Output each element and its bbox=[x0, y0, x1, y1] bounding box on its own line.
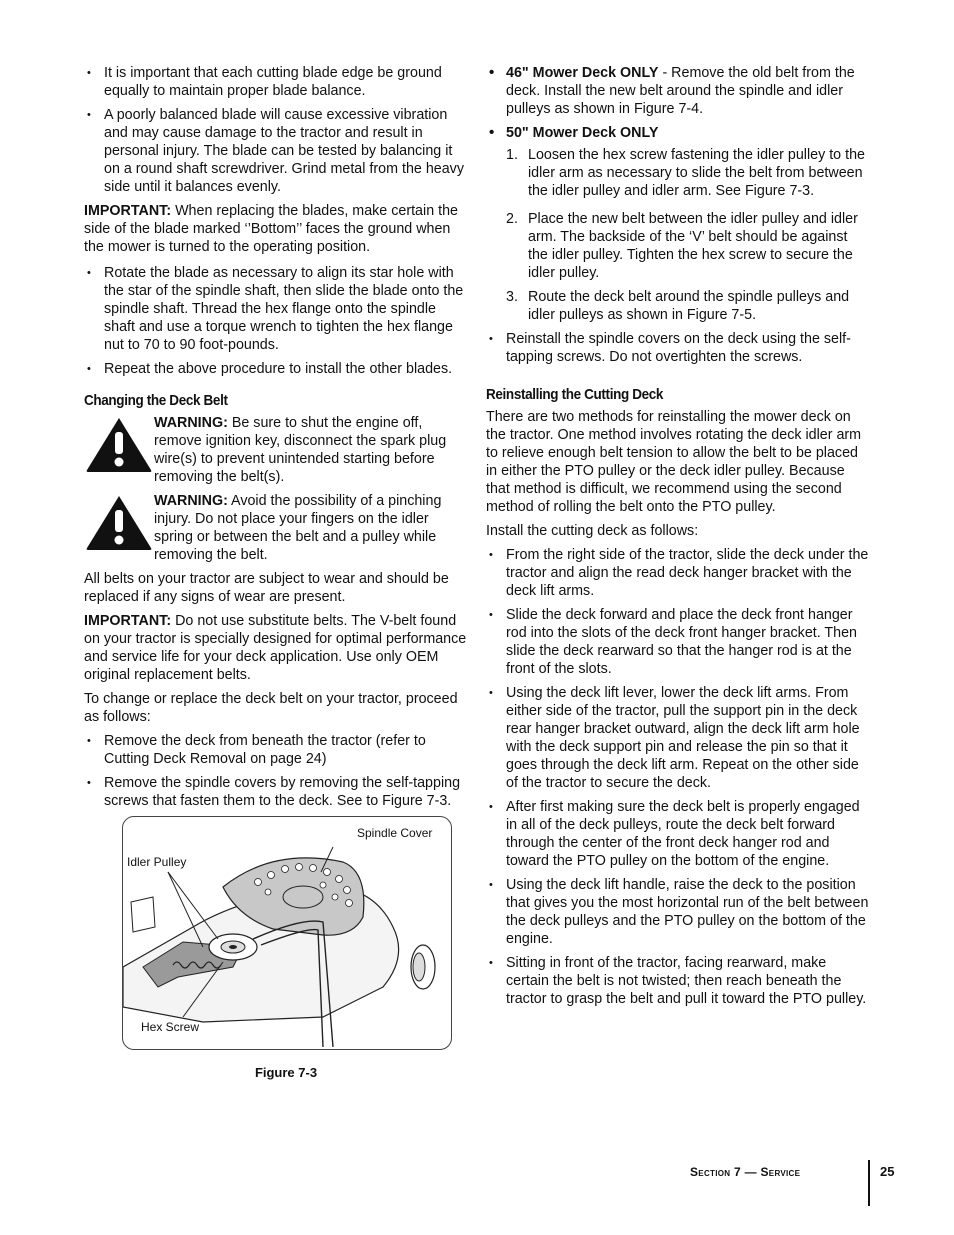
important-text: Do not use substitute belts. The V-belt found on your tractor is specially designed for optimal performance and service life for your deck application. Use only OEM original replacement belts. bbox=[84, 613, 467, 683]
warning-triangle-icon bbox=[84, 492, 154, 552]
important-label: IMPORTANT: bbox=[84, 613, 172, 629]
list-item: • Repeat the above procedure to install the other blades. bbox=[84, 360, 467, 378]
belt-removal-bullets bbox=[84, 732, 467, 810]
list-item: • It is important that each cutting blade edge be ground equally to maintain proper blade balance. bbox=[84, 64, 467, 100]
warning-text-2 bbox=[154, 492, 467, 564]
list-item: • Rotate the blade as necessary to align its star hole with the star of the spindle shaft, then slide the blade onto the spindle shaft. Thread the hex flange onto the spindle shaft and use a torque wrench to tighten the hex flange nut to 70 to 90 foot-pounds. bbox=[84, 264, 467, 354]
blade-bullets bbox=[84, 64, 467, 196]
list-item: • From the right side of the tractor, slide the deck under the tractor and align the read deck hanger bracket with the deck lift arms. bbox=[486, 546, 871, 600]
belt-wear-paragraph: All belts on your tractor are subject to wear and should be replaced if any signs of wear are present. bbox=[84, 571, 449, 605]
step-item bbox=[506, 210, 871, 282]
footer-divider bbox=[868, 1160, 870, 1206]
list-item: • Reinstall the spindle covers on the deck using the self-tapping screws. Do not overtighten the screws. bbox=[486, 330, 871, 366]
deck-50-steps bbox=[506, 146, 871, 324]
list-item: • Remove the spindle covers by removing the self-tapping screws that fasten them to the deck. See to Figure 7-3. bbox=[84, 774, 467, 810]
step-text: Place the new belt between the idler pulley and idler arm. The backside of the ‘V’ belt should be against the idler pulley. Tighten the hex screw to secure the idler pulley. bbox=[528, 211, 858, 281]
list-item: • A poorly balanced blade will cause excessive vibration and may cause damage to the tractor and result in personal injury. The blade can be tested by balancing it on a round shaft screwdriver. Grind metal from the heavy side until it balances evenly. bbox=[84, 106, 467, 196]
warning-label: WARNING: bbox=[154, 493, 228, 509]
deck-50-label: 50" Mower Deck ONLY bbox=[506, 125, 659, 141]
footer-section bbox=[690, 1163, 800, 1181]
warning-text: Avoid the possibility of a pinching injury. Do not place your fingers on the idler spring or between the belt and a pulley while removing the belt. bbox=[154, 493, 442, 563]
warning-block-2 bbox=[84, 492, 467, 564]
change-belt-intro: To change or replace the deck belt on your tractor, proceed as follows: bbox=[84, 691, 458, 725]
page-number: 25 bbox=[880, 1164, 895, 1179]
figure-7-3 bbox=[122, 816, 452, 1050]
warning-label: WARNING: bbox=[154, 415, 228, 431]
step-text: Loosen the hex screw fastening the idler pulley to the idler arm as necessary to slide the belt from between the idler pulley and idler arm. See Figure 7-3. bbox=[528, 147, 865, 199]
reinstall-intro-paragraph: There are two methods for reinstalling the mower deck on the tractor. One method involves rotating the deck idler arm to relieve enough belt tension to allow the belt to be placed in either the PTO pulley or the deck idler pulley. Because that method is difficult, we recommend using the second method of rolling the belt onto the PTO pulley. bbox=[486, 409, 862, 515]
list-item: • Sitting in front of the tractor, facing rearward, make certain the belt is not twisted; then reach beneath the tractor to grasp the belt and pull it toward the PTO pulley. bbox=[486, 954, 871, 1008]
step-item bbox=[506, 288, 871, 324]
install-bullets bbox=[486, 546, 871, 1008]
warning-triangle-icon bbox=[84, 414, 154, 474]
list-item-46-deck bbox=[486, 64, 871, 118]
important-text: When replacing the blades, make certain the side of the blade marked ‘’Bottom’’ faces the ground when the mower is turned to the operating position. bbox=[84, 203, 458, 255]
deck-46-text: - Remove the old belt from the deck. Install the new belt around the spindle and idler pulleys as shown in Figure 7-4. bbox=[506, 65, 855, 117]
list-item-50-deck bbox=[486, 124, 871, 142]
important-label: IMPORTANT: bbox=[84, 203, 172, 219]
deck-46-label: 46" Mower Deck ONLY bbox=[506, 65, 659, 81]
section-label: Section 7 — Service bbox=[690, 1165, 801, 1179]
list-item: • After first making sure the deck belt is properly engaged in all of the deck pulleys, route the deck belt forward through the center of the front deck hanger rod and toward the PTO pulley on the bottom of the engine. bbox=[486, 798, 871, 870]
left-column bbox=[84, 64, 467, 1082]
label-hex-screw: Hex Screw bbox=[141, 1020, 200, 1034]
step-text: Route the deck belt around the spindle pulleys and idler pulleys as shown in Figure 7-5. bbox=[528, 289, 850, 323]
list-item: • Using the deck lift lever, lower the deck lift arms. From either side of the tractor, pull the support pin in the deck rear hanger bracket outward, align the deck lift arm hole with the deck support pin and release the pin so that it goes through the deck lift arm. Repeat on the other side of the tractor to secure the deck. bbox=[486, 684, 871, 792]
blade-install-bullets bbox=[84, 264, 467, 378]
list-item: • Remove the deck from beneath the tractor (refer to Cutting Deck Removal on page 24) bbox=[84, 732, 467, 768]
list-item: • Using the deck lift handle, raise the deck to the position that gives you the most horizontal run of the belt between the deck pulleys and the PTO pulley on the bottom of the engine. bbox=[486, 876, 871, 948]
deck-illustration-icon bbox=[123, 817, 451, 1049]
warning-block-1 bbox=[84, 414, 467, 486]
deck-model-bullets bbox=[486, 64, 871, 142]
label-idler-pulley: Idler Pulley bbox=[127, 855, 187, 869]
step-number: 2. bbox=[506, 211, 518, 227]
label-spindle-cover: Spindle Cover bbox=[357, 826, 433, 840]
section-heading-changing-belt: Changing the Deck Belt bbox=[84, 392, 228, 409]
important-note-blades bbox=[84, 202, 467, 256]
important-note-belts bbox=[84, 612, 467, 684]
step-number: 1. bbox=[506, 147, 518, 163]
install-steps-intro: Install the cutting deck as follows: bbox=[486, 523, 699, 539]
list-item: • Slide the deck forward and place the deck front hanger rod into the slots of the deck front hanger bracket. Then slide the deck rearward so that the hanger rod is at the front of the slots. bbox=[486, 606, 871, 678]
right-column bbox=[486, 64, 871, 1014]
step-number: 3. bbox=[506, 289, 518, 305]
warning-text-1 bbox=[154, 414, 467, 486]
step-item bbox=[506, 146, 871, 200]
warning-text: Be sure to shut the engine off, remove ignition key, disconnect the spark plug wire(s) to prevent unintended starting before removing the belt(s). bbox=[154, 415, 447, 485]
section-heading-reinstalling: Reinstalling the Cutting Deck bbox=[486, 386, 664, 403]
reinstall-covers-bullet bbox=[486, 330, 871, 366]
figure-caption: Figure 7-3 bbox=[254, 1065, 318, 1080]
